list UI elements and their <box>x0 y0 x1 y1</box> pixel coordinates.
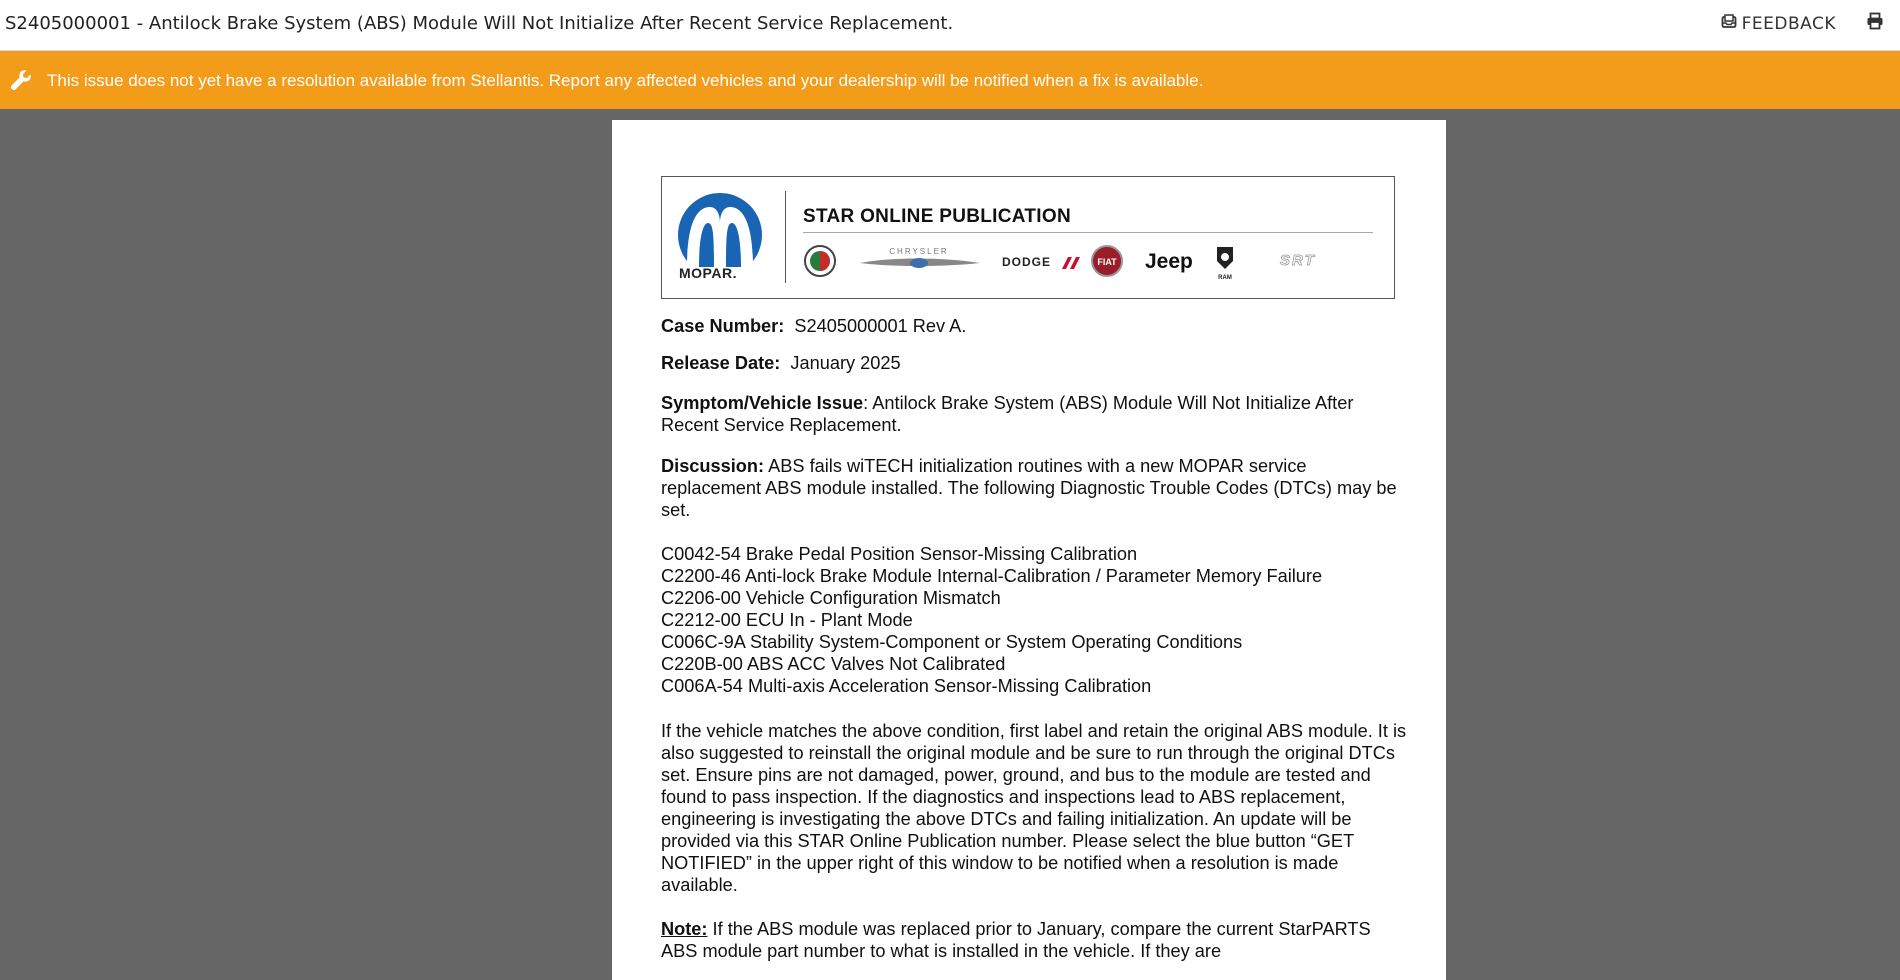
print-button[interactable] <box>1866 12 1884 35</box>
status-banner <box>0 51 1900 109</box>
svg-text:CHRYSLER: CHRYSLER <box>889 247 949 256</box>
svg-text:RAM: RAM <box>1218 275 1232 281</box>
dtc-item: C2200-46 Anti-lock Brake Module Internal-Calibration / Parameter Memory Failure <box>661 566 1323 586</box>
feedback-icon <box>1721 14 1737 35</box>
symptom-label: Symptom/Vehicle Issue <box>661 393 864 413</box>
ram-logo <box>1217 247 1233 281</box>
document-page <box>612 120 1446 980</box>
chrysler-logo <box>860 247 980 268</box>
feedback-label: FEEDBACK <box>1741 14 1836 34</box>
discussion-text: ABS fails wiTECH initialization routines with a new MOPAR service replacement ABS module installed. The following Diagnostic Trouble Codes (DTCs) may be set. <box>661 456 1397 520</box>
alfa-romeo-logo <box>805 246 835 276</box>
dtc-item: C2212-00 ECU In - Plant Mode <box>661 610 913 630</box>
dtc-item: C0042-54 Brake Pedal Position Sensor-Missing Calibration <box>661 544 1138 564</box>
symptom-text: : Antilock Brake System (ABS) Module Will Not Initialize After Recent Service Replacement. <box>661 393 1354 435</box>
dtc-item: C006A-54 Multi-axis Acceleration Sensor-Missing Calibration <box>661 676 1152 696</box>
mopar-wordmark: MOPAR. <box>679 265 737 281</box>
title-rule <box>803 232 1373 233</box>
dodge-logo <box>1002 255 1080 269</box>
brand-logos <box>802 239 1382 283</box>
fiat-logo <box>1092 246 1122 276</box>
page-title: S2405000001 - Antilock Brake System (ABS) Module Will Not Initialize After Recent Service Replacement. <box>5 13 954 34</box>
discussion-label: Discussion: <box>661 456 765 476</box>
instructions-paragraph: If the vehicle matches the above condition, first label and retain the original ABS module. It is also suggested to reinstall the original module and be sure to run through the original DTCs set. Ensure pins are not damaged, power, ground, and bus to the module are tested and found to pass inspection. If the diagnostics and inspections lead to ABS replacement, engineering is investigating the above DTCs and failing initialization. An update will be provided via this STAR Online Publication number. Please select the blue button “GET NOTIFIED” in the upper right of this window to be notified when a resolution is made available. <box>661 721 1407 895</box>
note-text: If the ABS module was replaced prior to January, compare the current StarPARTS ABS module part number to what is installed in the vehicle. If they are <box>661 919 1371 961</box>
jeep-logo <box>1145 250 1193 273</box>
banner-message: This issue does not yet have a resolution available from Stellantis. Report any affected vehicles and your dealership will be notified when a fix is available. <box>47 71 1204 90</box>
svg-text:Jeep: Jeep <box>1145 250 1193 273</box>
header-divider <box>785 191 786 283</box>
case-number: S2405000001 Rev A. <box>794 316 967 336</box>
top-bar <box>0 0 1900 51</box>
wrench-icon <box>9 68 33 97</box>
feedback-button[interactable] <box>1721 11 1836 37</box>
publication-title: STAR ONLINE PUBLICATION <box>803 206 1071 227</box>
publication-header <box>661 176 1395 299</box>
dtc-item: C220B-00 ABS ACC Valves Not Calibrated <box>661 654 1006 674</box>
srt-logo <box>1280 252 1316 269</box>
svg-text:DODGE: DODGE <box>1002 255 1052 269</box>
document-body <box>661 315 1411 962</box>
svg-text:FIAT: FIAT <box>1097 257 1117 267</box>
dtc-item: C006C-9A Stability System-Component or System Operating Conditions <box>661 632 1243 652</box>
svg-text:SRT: SRT <box>1280 252 1316 269</box>
printer-icon <box>1866 17 1884 34</box>
dtc-item: C2206-00 Vehicle Configuration Mismatch <box>661 588 1001 608</box>
note-label: Note: <box>661 919 708 939</box>
mopar-logo <box>677 193 763 272</box>
release-date-label: Release Date: <box>661 353 781 373</box>
release-date: January 2025 <box>790 353 901 373</box>
case-number-label: Case Number: <box>661 316 785 336</box>
dtc-list <box>661 543 1411 697</box>
